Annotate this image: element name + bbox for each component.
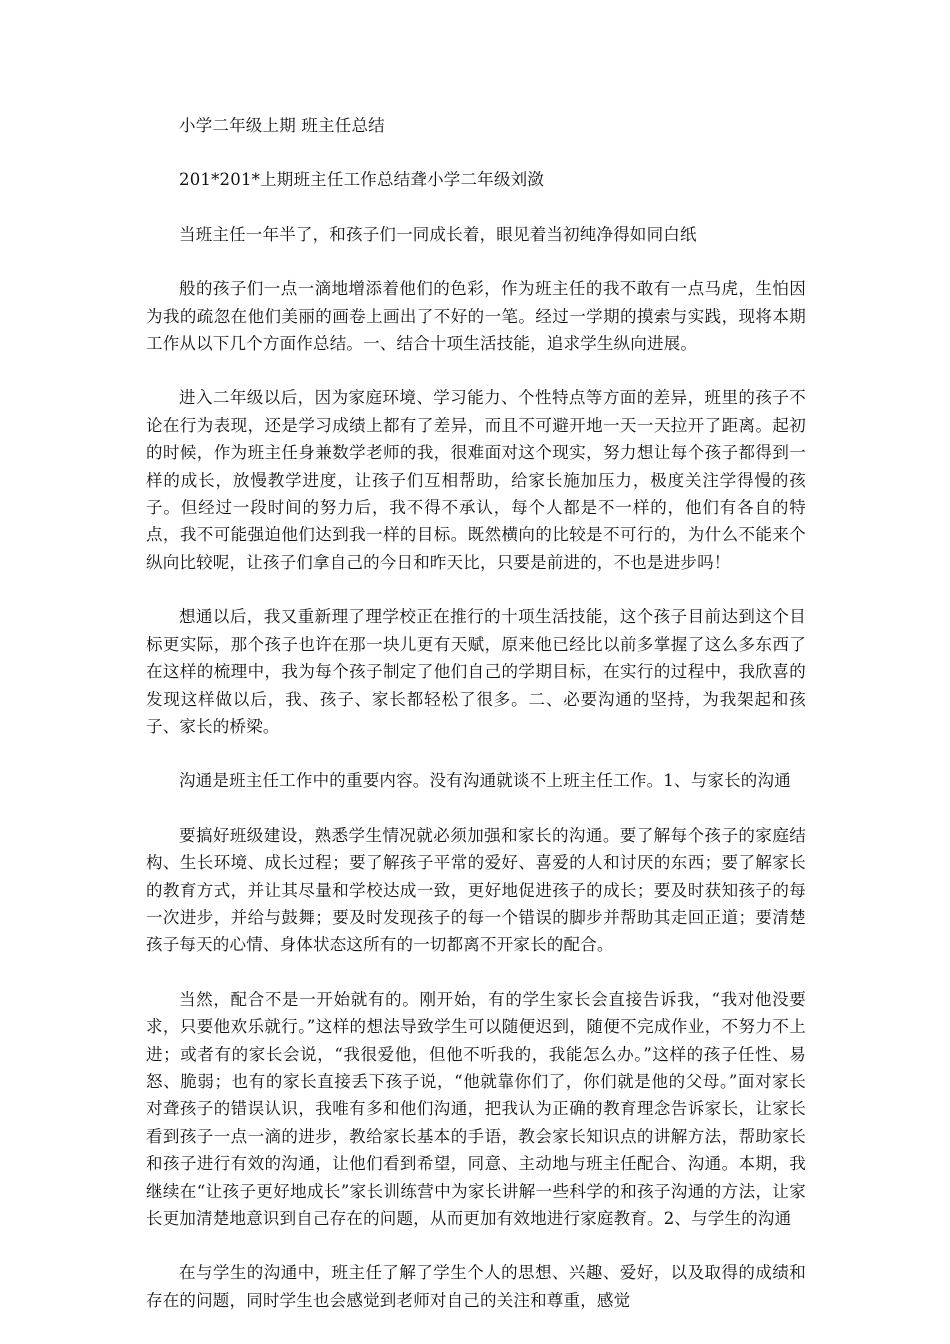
paragraph-6: 要搞好班级建设，熟悉学生情况就必须加强和家长的沟通。要了解每个孩子的家庭结构、生长环境、成长过程；要了解孩子平常的爱好、喜爱的人和讨厌的东西；要了解家长的教育方式，并让其尽量和学校达成一致，更好地促进孩子的成长；要及时获知孩子的每一次进步，并给与鼓舞；要及时发现孩子的每一个错误的脚步并帮助其走回正道；要清楚孩子每天的心情、身体状态这所有的一切都离不开家长的配合。 [146,825,806,955]
document-title: 小学二年级上期 班主任总结 [179,116,385,135]
paragraph-7: 当然，配合不是一开始就有的。刚开始，有的学生家长会直接告诉我，“我对他没要求，只要他欢乐就行。”这样的想法导致学生可以随便迟到，随便不完成作业，不努力不上进；或者有的家长会说，“我很爱他，但他不听我的，我能怎么办。”这样的孩子任性、易怒、脆弱；也有的家长直接丢下孩子说，“他就靠你们了，你们就是他的父母。”面对家长对聋孩子的错误认识，我唯有多和他们沟通，把我认为正确的教育理念告诉家长，让家长看到孩子一点一滴的进步，教给家长基本的手语，教会家长知识点的讲解方法，帮助家长和孩子进行有效的沟通，让他们看到希望，同意、主动地与班主任配合、沟通。本期，我继续在“让孩子更好地成长”家长训练营中为家长讲解一些科学的和孩子沟通的方法，让家长更加清楚地意识到自己存在的问题，从而更加有效地进行家庭教育。2、与学生的沟通 [146,989,806,1228]
document-body [146,112,806,1341]
paragraph-2: 般的孩子们一点一滴地增添着他们的色彩，作为班主任的我不敢有一点马虎，生怕因为我的疏忽在他们美丽的画卷上画出了不好的一笔。经过一学期的摸索与实践，现将本期工作从以下几个方面作总结。一、结合十项生活技能，追求学生纵向进展。 [146,279,806,354]
paragraph-1: 当班主任一年半了，和孩子们一同成长着，眼见着当初纯净得如同白纸 [179,224,697,244]
paragraph-5: 沟通是班主任工作中的重要内容。没有沟通就谈不上班主任工作。1、与家长的沟通 [179,771,791,791]
paragraph-4: 想通以后，我又重新理了理学校正在推行的十项生活技能，这个孩子目前达到这个目标更实际，那个孩子也许在那一块儿更有天赋，原来他已经比以前多掌握了这么多东西了在这样的梳理中，我为每个孩子制定了他们自己的学期目标，在实行的过程中，我欣喜的发现这样做以后，我、孩子、家长都轻松了很多。二、必要沟通的坚持，为我架起和孩子、家长的桥梁。 [146,607,806,736]
paragraph-8: 在与学生的沟通中，班主任了解了学生个人的思想、兴趣、爱好，以及取得的成绩和存在的问题，同时学生也会感觉到老师对自己的关注和尊重，感觉 [146,1263,806,1310]
paragraph-3: 进入二年级以后，因为家庭环境、学习能力、个性特点等方面的差异，班里的孩子不论在行为表现，还是学习成绩上都有了差异，而且不可避开地一天一天拉开了距离。起初的时候，作为班主任身兼数学老师的我，很难面对这个现实，努力想让每个孩子都得到一样的成长，放慢教学进度，让孩子们互相帮助，给家长施加压力，极度关注学得慢的孩子。但经过一段时间的努力后，我不得不承认，每个人都是不一样的，他们有各自的特点，我不可能强迫他们达到我一样的目标。既然横向的比较是不可行的，为什么不能来个纵向比较呢，让孩子们拿自己的今日和昨天比，只要是前进的，不也是进步吗！ [146,388,806,572]
document-subtitle: 201*201*上期班主任工作总结聋小学二年级刘潋 [179,170,544,190]
